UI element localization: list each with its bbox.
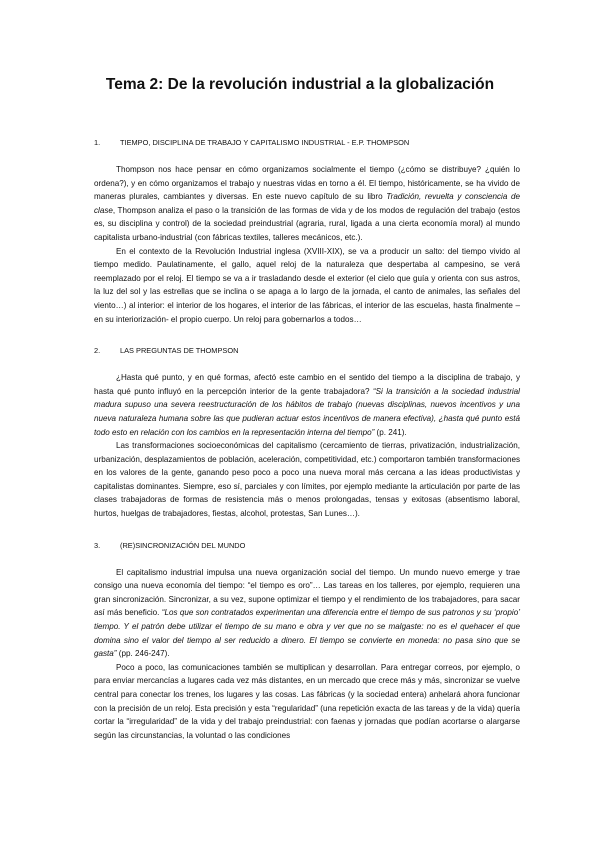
- paragraph-text: , Thompson analiza el paso o la transición de las formas de vida y de los modos de regulación del trabajo (estos es, su disciplina y control) de la sociedad preindustrial (agraria, rural, ligada a una cierta economía moral) al mundo capitalista urbano-industrial (con fábricas textiles, talleres mecánicos, etc.).: [94, 205, 520, 242]
- section-number: 1.: [94, 138, 101, 147]
- section-heading-text: (RE)SINCRONIZACIÓN DEL MUNDO: [120, 540, 246, 550]
- section-heading-1: [94, 138, 520, 147]
- paragraph-text: En el contexto de la Revolución Industrial inglesa (XVIII-XIX), se va a producir un salto: del tiempo vivido al tiempo medido. Paulatinamente, el gallo, aquel reloj de la naturaleza que despertaba al campesino, se verá reemplazado por el reloj. El tiempo se va a ir trasladando desde el exterior (el cielo que guía y orienta con sus astros, la luz del sol y las estrellas que se inclina o se apaga a lo largo de la jornada, el canto de animales, las señales del viento…) al interior: el interior de los hogares, el interior de las fábricas, el interior de las escuelas, hasta finalmente –en su interiorización- el propio cuerpo. Un reloj para gobernarlos a todos…: [94, 246, 520, 324]
- paragraph-text: Thompson nos hace pensar en cómo organizamos socialmente el tiempo (¿cómo se distribuye? ¿quién lo ordena?), y en cómo organizamos el trabajo y nuestras vidas en torno a él. El tiempo, históricamente, se ha vivido de maneras plurales, cambiantes y diversas. En este nuevo capítulo de su libro: [94, 165, 520, 202]
- paragraph-text: (p. 241).: [374, 427, 407, 437]
- paragraph-text: ¿Hasta qué punto, y en qué formas, afectó este cambio en el sentido del tiempo a la disciplina de trabajo, y hasta qué punto influyó en la percepción interior de la gente trabajadora?: [94, 373, 520, 396]
- paragraph: [94, 163, 520, 245]
- quotation: “Si la transición a la sociedad industrial madura supuso una severa reestructuración de los hábitos de trabajo (nuevas disciplinas, nuevos incentivos y una nueva naturaleza humana sobre las que pudieran actuar estos incentivos de manera efectiva), ¿hasta qué punto está todo esto en relación con los cambios en la representación interna del tiempo”: [94, 386, 520, 437]
- paragraph: [94, 566, 520, 661]
- section-heading-text: TIEMPO, DISCIPLINA DE TRABAJO Y CAPITALISMO INDUSTRIAL - E.P. THOMPSON: [120, 138, 410, 147]
- section-heading-2: [94, 346, 520, 355]
- paragraph: [94, 661, 520, 743]
- paragraph: [94, 371, 520, 439]
- paragraph-text: Poco a poco, las comunicaciones también se multiplican y desarrollan. Para entregar correos, por ejemplo, o para enviar mercancías a lugares cada vez más distantes, en un mercado que crece más y más, sincronizar se vuelve central para conectar los trenes, los lugares y las cosas. Las fábricas (y la sociedad entera) anhelará ahora funcionar con la precisión de un reloj. Esta precisión y esta “regularidad” (una repetición exacta de las tareas y de la vida) quería cortar la “irregularidad” de la vida y del trabajo preindustrial: con faenas y jornadas que podían acortarse o alargarse según las circunstancias, la voluntad o las condiciones: [94, 662, 520, 740]
- book-title: Tradición, revuelta y consciencia de clase: [94, 192, 520, 215]
- paragraph: [94, 439, 520, 521]
- section-number: 2.: [94, 346, 101, 356]
- paragraph-text: Las transformaciones socioeconómicas del capitalismo (cercamiento de tierras, privatización, industrialización, urbanización, desplazamientos de población, aceleración, competitividad, etc.) comportaron también transformaciones en los valores de la gente, ganando peso poco a poco una nueva moral más cercana a las ideas productivistas y capitalistas dominantes. Siempre, eso sí, parciales y con límites, por ejemplo mediante la articulación por parte de las clases trabajadoras de formas de resistencia más o menos prolongadas, tensas y exitosas (absentismo laboral, hurtos, huelgas de trabajadores, fiestas, alcohol, protestas, San Lunes…).: [94, 441, 520, 519]
- paragraph: [94, 245, 520, 327]
- section-heading-3: [94, 541, 520, 550]
- paragraph-text: El capitalismo industrial impulsa una nueva organización social del tiempo. Un mundo nuevo emerge y trae consigo una nueva economía del tiempo: “el tiempo es oro”… Las tareas en los talleres, por ejemplo, requieren una gran sincronización. Sincronizar, a su vez, supone optimizar el tiempo y el rendimiento de los trabajadores, para sacar así más beneficio.: [94, 567, 520, 618]
- paragraph-text: (pp. 246-247).: [116, 649, 170, 659]
- section-heading-text: LAS PREGUNTAS DE THOMPSON: [120, 346, 239, 356]
- document-title: Tema 2: De la revolución industrial a la globalización: [105, 76, 495, 93]
- section-number: 3.: [94, 540, 101, 550]
- quotation: “Los que son contratados experimentan una diferencia entre el tiempo de sus patronos y su ‘propio’ tiempo. Y el patrón debe utilizar el tiempo de su mano e obra y ver que no se malgaste: no es el quehacer el que domina sino el valor del tiempo al ser reducido a dinero. El tiempo se convierte en moneda: no pasa sino que se gasta”: [94, 608, 521, 659]
